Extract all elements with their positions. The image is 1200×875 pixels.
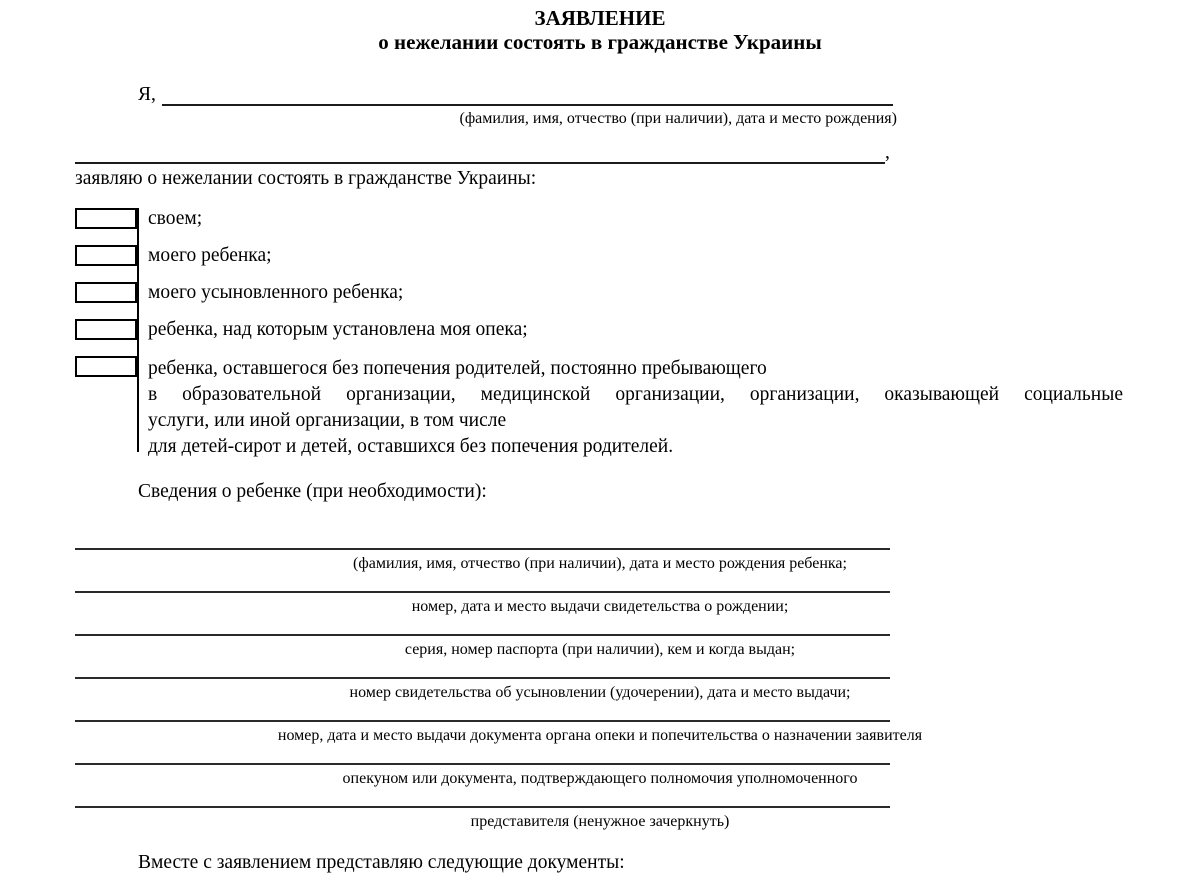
choice-row-guardianship-child — [75, 311, 1200, 348]
checkbox-child-without-care[interactable] — [75, 356, 137, 377]
field-caption-guardian-authority: опекуном или документа, подтверждающего полномочия уполномоченного — [342, 770, 858, 787]
field-caption-passport: серия, номер паспорта (при наличии), кем и когда выдан; — [404, 641, 796, 658]
field-line-guardianship-document[interactable] — [75, 720, 890, 722]
choice-row-child-without-care — [75, 356, 1200, 460]
field-line-adoption-certificate[interactable] — [75, 677, 890, 679]
field-caption-guardianship-document: номер, дата и место выдачи документа органа опеки и попечительства о назначении заявителя — [277, 727, 923, 744]
applicant-name-caption: (фамилия, имя, отчество (при наличии), дата и место рождения) — [459, 110, 897, 127]
applicant-prefix: Я, — [138, 84, 156, 105]
applicant-name-row-2 — [75, 142, 1200, 164]
field-row-guardian-authority — [75, 763, 1125, 806]
field-row-passport — [75, 634, 1125, 677]
choice-paragraph-line-2: в образовательной организации, медицинской организации, организации, оказывающей социальные — [148, 384, 1123, 405]
documents-heading: Вместе с заявлением представляю следующие документы: — [138, 852, 625, 873]
checkbox-own[interactable] — [75, 208, 137, 229]
choice-row-adopted-child — [75, 274, 1200, 311]
choices-vertical-rule — [137, 208, 139, 452]
field-row-adoption-certificate — [75, 677, 1125, 720]
choice-label-own: своем; — [148, 207, 203, 229]
trailing-comma: , — [885, 142, 890, 163]
choice-label-guardianship-child: ребенка, над которым установлена моя опека; — [148, 318, 528, 340]
field-row-birth-certificate — [75, 591, 1125, 634]
child-info-heading: Сведения о ребенке (при необходимости): — [138, 481, 487, 502]
checkbox-guardianship-child[interactable] — [75, 319, 137, 340]
applicant-name-blank-line[interactable] — [162, 86, 893, 106]
choice-paragraph-line-3: услуги, или иной организации, в том числе — [148, 410, 507, 431]
checkbox-my-child[interactable] — [75, 245, 137, 266]
field-line-representative[interactable] — [75, 806, 890, 808]
field-line-passport[interactable] — [75, 634, 890, 636]
title-line-2: о нежелании состоять в гражданстве Украины — [378, 30, 822, 54]
choice-label-my-child: моего ребенка; — [148, 244, 272, 266]
choice-paragraph-child-without-care — [148, 356, 1123, 460]
field-caption-birth-certificate: номер, дата и место выдачи свидетельства о рождении; — [411, 598, 789, 615]
choice-paragraph-line-1: ребенка, оставшегося без попечения родителей, постоянно пребывающего — [148, 358, 767, 379]
choice-row-own — [75, 200, 1200, 237]
field-caption-child-name: (фамилия, имя, отчество (при наличии), дата и место рождения ребенка; — [353, 555, 847, 572]
title-line-1: ЗАЯВЛЕНИЕ — [534, 6, 666, 30]
statement-text: заявляю о нежелании состоять в гражданстве Украины: — [75, 168, 537, 189]
field-row-guardianship-document — [75, 720, 1125, 763]
checkbox-adopted-child[interactable] — [75, 282, 137, 303]
document-title — [0, 0, 1200, 54]
applicant-name-blank-line-2[interactable] — [75, 144, 885, 164]
choice-row-my-child — [75, 237, 1200, 274]
field-row-representative — [75, 806, 1125, 849]
choice-paragraph-line-4: для детей-сирот и детей, оставшихся без попечения родителей. — [148, 436, 674, 457]
child-info-fields — [75, 548, 1125, 849]
field-line-child-name[interactable] — [75, 548, 890, 550]
field-caption-representative: представителя (ненужное зачеркнуть) — [470, 813, 730, 830]
field-row-child-name — [75, 548, 1125, 591]
applicant-name-row — [138, 84, 893, 106]
field-line-birth-certificate[interactable] — [75, 591, 890, 593]
field-line-guardian-authority[interactable] — [75, 763, 890, 765]
citizenship-choice-list — [75, 200, 1200, 460]
choice-label-adopted-child: моего усыновленного ребенка; — [148, 281, 404, 303]
field-caption-adoption-certificate: номер свидетельства об усыновлении (удочерении), дата и место выдачи; — [349, 684, 851, 701]
